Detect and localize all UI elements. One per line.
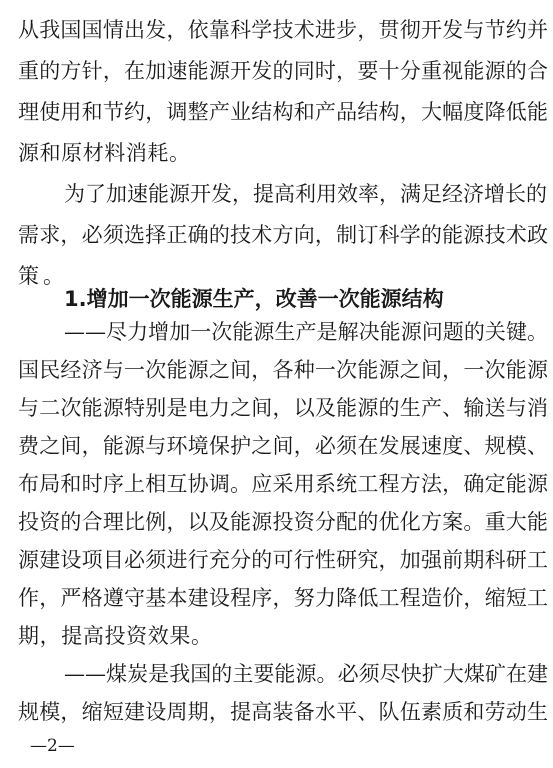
paragraph-3-line-5: 布局和时序上相互协调。应采用系统工程方法，确定能源 <box>18 472 548 496</box>
paragraph-3-line-7: 源建设项目必须进行充分的可行性研究，加强前期科研工 <box>18 548 548 572</box>
paragraph-3-line-1: ——尽力增加一次能源生产是解决能源问题的关键。 <box>64 320 548 344</box>
paragraph-3-line-8: 作，严格遵守基本建设程序，努力降低工程造价，缩短工 <box>18 586 548 610</box>
paragraph-1-line-2: 重的方针，在加速能源开发的同时，要十分重视能源的合 <box>18 59 548 83</box>
paragraph-3-line-4: 费之间，能源与环境保护之间，必须在发展速度、规模、 <box>18 434 548 458</box>
paragraph-1-line-1: 从我国国情出发，依靠科学技术进步，贯彻开发与节约并 <box>18 18 548 42</box>
paragraph-4-line-1: ——煤炭是我国的主要能源。必须尽快扩大煤矿在建 <box>64 662 548 686</box>
paragraph-4-line-2: 规模，缩短建设周期，提高装备水平、队伍素质和劳动生 <box>18 700 548 724</box>
paragraph-2-line-2: 需求，必须选择正确的技术方向，制订科学的能源技术政 <box>18 223 548 247</box>
section-heading: 1.增加一次能源生产，改善一次能源结构 <box>64 287 444 311</box>
paragraph-3-line-3: 与二次能源特别是电力之间，以及能源的生产、输送与消 <box>18 396 548 420</box>
paragraph-3-line-6: 投资的合理比例，以及能源投资分配的优化方案。重大能 <box>18 510 548 534</box>
paragraph-1-line-3: 理使用和节约，调整产业结构和产品结构，大幅度降低能 <box>18 100 548 124</box>
paragraph-1-line-4: 源和原材料消耗。 <box>18 141 190 165</box>
page-number: —2— <box>30 736 75 756</box>
paragraph-3-line-2: 国民经济与一次能源之间，各种一次能源之间，一次能源 <box>18 358 548 382</box>
paragraph-2-line-3: 策。 <box>18 264 64 288</box>
paragraph-2-line-1: 为了加速能源开发，提高利用效率，满足经济增长的 <box>64 182 547 206</box>
paragraph-3-line-9: 期，提高投资效果。 <box>18 624 212 648</box>
